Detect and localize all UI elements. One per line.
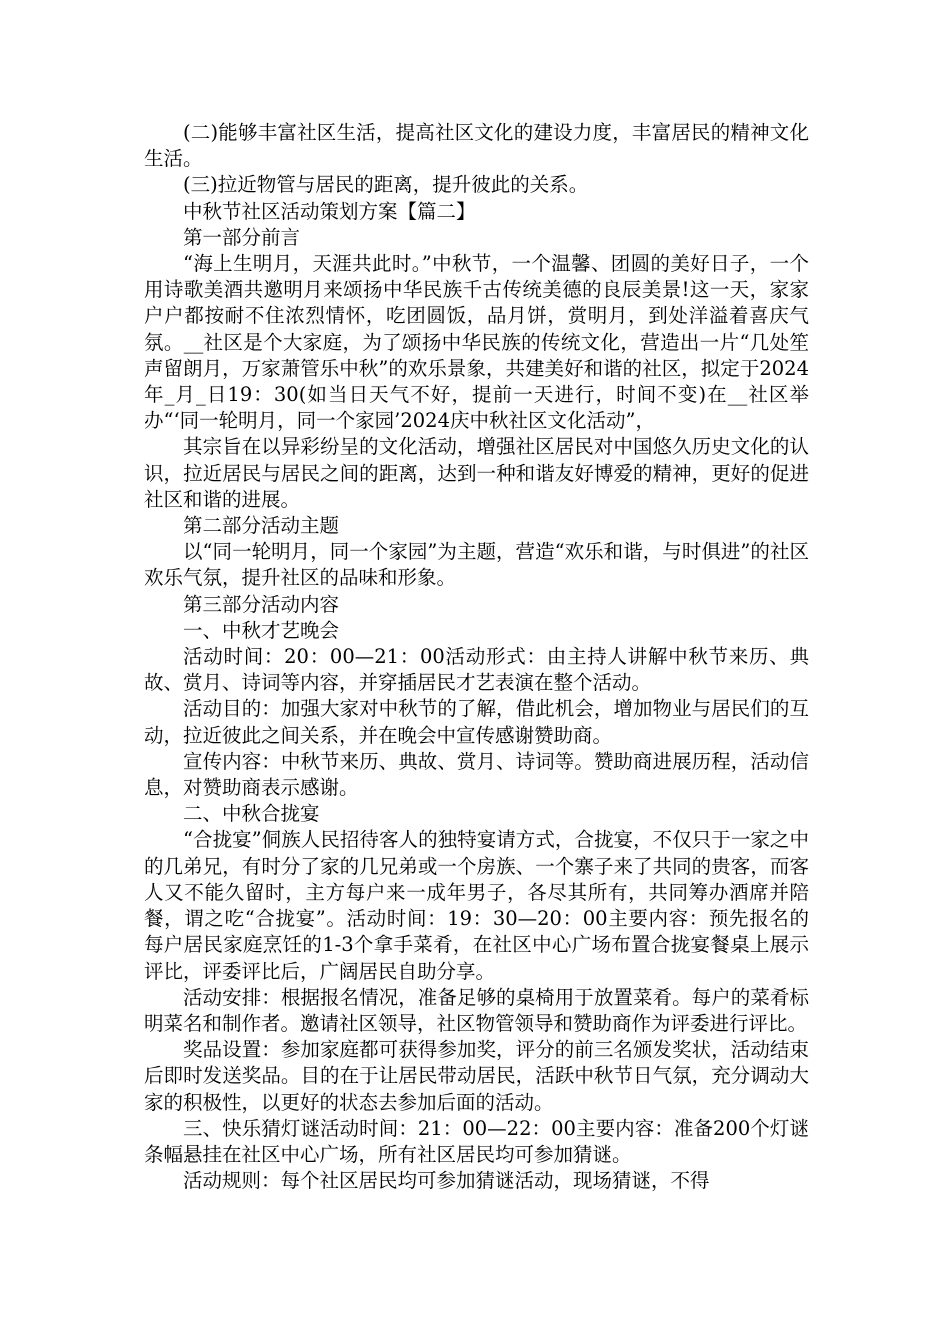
paragraph: 以“同一轮明月，同一个家园”为主题，营造“欢乐和谐，与时俱进”的社区欢乐气氛，提升社区的品味和形象。: [144, 540, 809, 590]
paragraph: (二)能够丰富社区生活，提高社区文化的建设力度，丰富居民的精神文化生活。: [144, 121, 809, 171]
paragraph: 三、快乐猜灯谜活动时间：21：00—22：00主要内容：准备200个灯谜条幅悬挂在社区中心广场，所有社区居民均可参加猜谜。: [144, 1116, 809, 1166]
paragraph: 活动规则：每个社区居民均可参加猜谜活动，现场猜谜，不得: [183, 1169, 710, 1193]
section-heading: 二、中秋合拢宴: [183, 802, 320, 826]
paragraph: 活动时间：20：00—21：00活动形式：由主持人讲解中秋节来历、典故、赏月、诗词等内容，并穿插居民才艺表演在整个活动。: [144, 645, 809, 695]
paragraph: 活动安排：根据报名情况，准备足够的桌椅用于放置菜肴。每户的菜肴标明菜名和制作者。邀请社区领导，社区物管领导和赞助商作为评委进行评比。: [144, 985, 809, 1035]
paragraph: “海上生明月，天涯共此时。”中秋节，一个温馨、团圆的美好日子，一个用诗歌美酒共邀明月来颂扬中华民族千古传统美德的良辰美景!这一天，家家户户都按耐不住浓烈情怀，吃团圆饭，品月饼，赏明月，到处洋溢着喜庆气氛。__社区是个大家庭，为了颂扬中华民族的传统文化，营造出一片“几处笙声留朗月，万家萧管乐中秋”的欢乐景象，共建美好和谐的社区，拟定于2024年_月_日19：30(如当日天气不好，提前一天进行，时间不变)在__社区举办“‘同一轮明月，同一个家园’2024庆中秋社区文化活动”，: [144, 252, 809, 433]
paragraph: 活动目的：加强大家对中秋节的了解，借此机会，增加物业与居民们的互动，拉近彼此之间关系，并在晚会中宣传感谢赞助商。: [144, 697, 809, 747]
section-heading: 第三部分活动内容: [183, 592, 340, 616]
paragraph: 奖品设置：参加家庭都可获得参加奖，评分的前三名颁发奖状，活动结束后即时发送奖品。目的在于让居民带动居民，活跃中秋节日气氛，充分调动大家的积极性，以更好的状态去参加后面的活动。: [144, 1038, 809, 1114]
paragraph: (三)拉近物管与居民的距离，提升彼此的关系。: [183, 173, 589, 197]
section-heading: 第二部分活动主题: [183, 514, 340, 538]
paragraph: 其宗旨在以异彩纷呈的文化活动，增强社区居民对中国悠久历史文化的认识，拉近居民与居民之间的距离，达到一种和谐友好博爱的精神，更好的促进社区和谐的进展。: [144, 435, 809, 511]
document-body: [144, 120, 809, 1194]
section-heading: 一、中秋才艺晚会: [183, 618, 340, 642]
paragraph: “合拢宴”侗族人民招待客人的独特宴请方式，合拢宴，不仅只于一家之中的几弟兄，有时分了家的几兄弟或一个房族、一个寨子来了共同的贵客，而客人又不能久留时，主方每户来一成年男子，各尽其所有，共同筹办酒席并陪餐，谓之吃“合拢宴”。活动时间：19：30—20：00主要内容：预先报名的每户居民家庭烹饪的1-3个拿手菜肴，在社区中心广场布置合拢宴餐桌上展示评比，评委评比后，广阔居民自助分享。: [144, 828, 809, 983]
section-heading: 中秋节社区活动策划方案【篇二】: [183, 199, 476, 223]
paragraph: 宣传内容：中秋节来历、典故、赏月、诗词等。赞助商进展历程，活动信息，对赞助商表示感谢。: [144, 749, 809, 800]
section-heading: 第一部分前言: [183, 225, 301, 249]
